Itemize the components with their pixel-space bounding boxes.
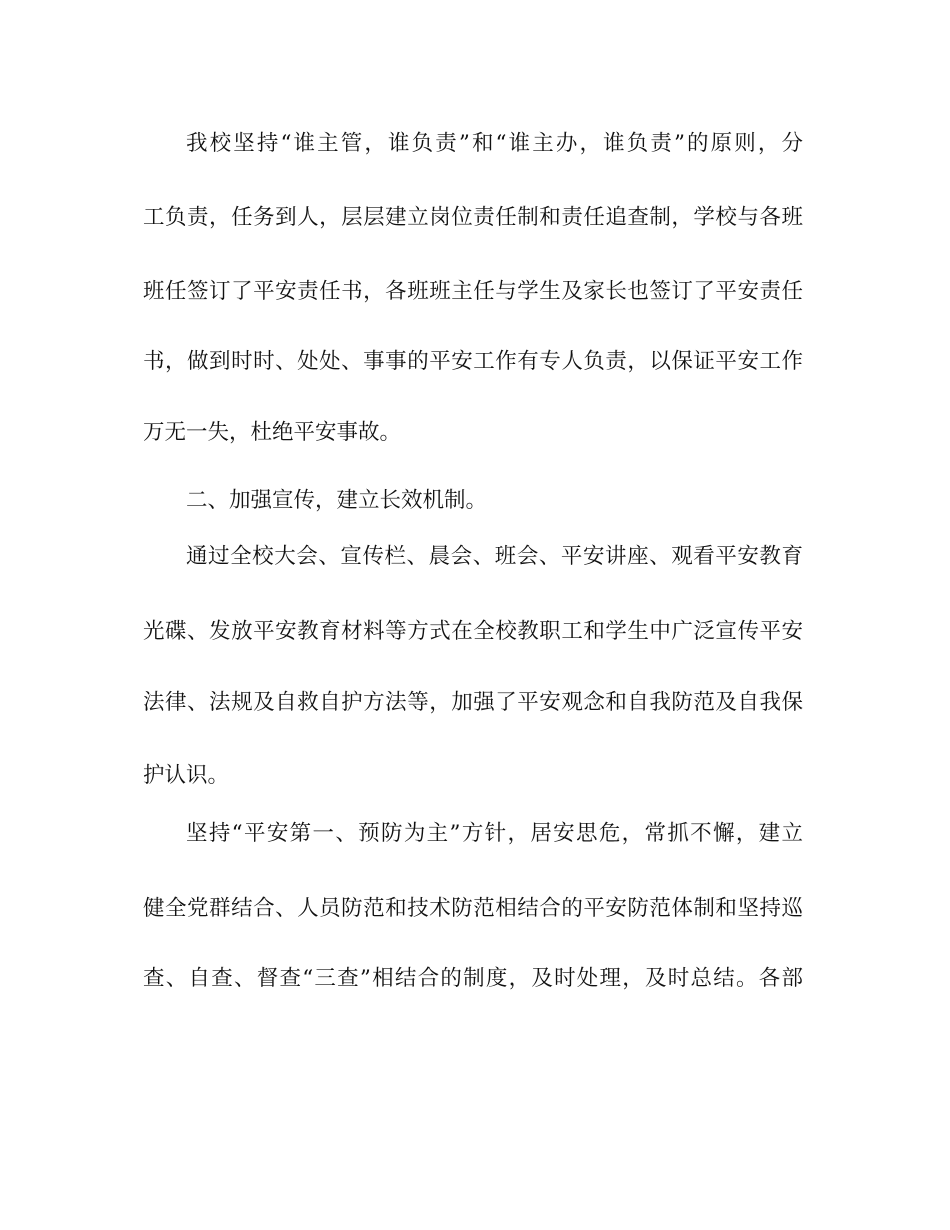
paragraph-3-line-2: 健全党群结合、人员防范和技术防范相结合的平安防范体制和坚持巡 — [143, 896, 803, 921]
paragraph-1-line-4: 书，做到时时、处处、事事的平安工作有专人负责，以保证平安工作 — [143, 349, 803, 374]
paragraph-2-line-4: 护认识。 — [143, 763, 230, 788]
paragraph-1-line-5: 万无一失，杜绝平安事故。 — [143, 420, 402, 445]
paragraph-2-line-2: 光碟、发放平安教育材料等方式在全校教职工和学生中广泛宣传平安 — [143, 619, 803, 644]
paragraph-1-line-1: 我校坚持“谁主管，谁负责”和“谁主办，谁负责”的原则，分 — [186, 131, 803, 156]
section-heading: 二、加强宣传，建立长效机制。 — [186, 488, 488, 513]
paragraph-3-line-1: 坚持“平安第一、预防为主”方针，居安思危，常抓不懈，建立 — [186, 821, 803, 846]
paragraph-1-line-2: 工负责，任务到人，层层建立岗位责任制和责任追查制，学校与各班 — [143, 205, 803, 230]
paragraph-1-line-3: 班任签订了平安责任书，各班班主任与学生及家长也签订了平安责任 — [143, 279, 803, 304]
paragraph-3-line-3: 查、自查、督查“三查”相结合的制度，及时处理，及时总结。各部 — [143, 966, 803, 991]
paragraph-2-line-3: 法律、法规及自救自护方法等，加强了平安观念和自我防范及自我保 — [143, 690, 803, 715]
paragraph-2-line-1: 通过全校大会、宣传栏、晨会、班会、平安讲座、观看平安教育 — [186, 544, 803, 569]
